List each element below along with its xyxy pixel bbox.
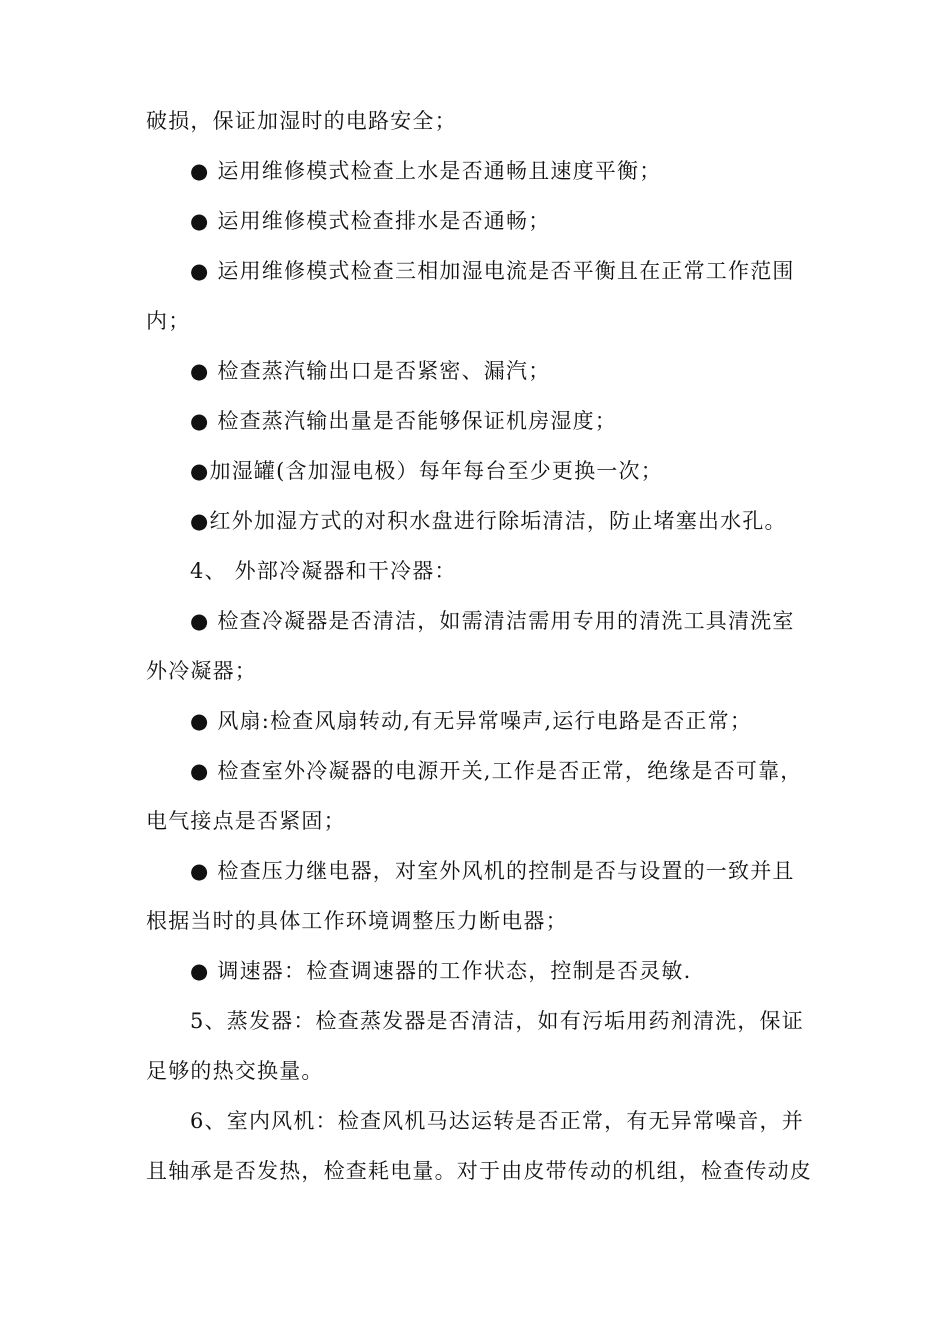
bullet-item: ●加湿罐(含加湿电极）每年每台至少更换一次； [190,459,663,483]
bullet-item: ● 运用维修模式检查上水是否通畅且速度平衡； [190,159,662,183]
text-line: 根据当时的具体工作环境调整压力断电器； [146,909,568,933]
bullet-item: ● 运用维修模式检查三相加湿电流是否平衡且在正常工作范围 [190,259,795,283]
bullet-item: ● 检查压力继电器，对室外风机的控制是否与设置的一致并且 [190,859,795,883]
text-line: 外冷凝器； [146,659,257,683]
bullet-item: ●红外加湿方式的对积水盘进行除垢清洁，防止堵塞出水孔。 [190,509,787,533]
text-line: 电气接点是否紧固； [146,809,346,833]
text-line: 且轴承是否发热，检查耗电量。对于由皮带传动的机组，检查传动皮 [146,1159,812,1183]
text-line: 足够的热交换量。 [146,1059,324,1083]
bullet-item: ● 风扇:检查风扇转动,有无异常噪声,运行电路是否正常； [190,709,753,733]
bullet-item: ● 运用维修模式检查排水是否通畅； [190,209,551,233]
text-line: 内； [146,309,191,333]
bullet-item: ● 检查室外冷凝器的电源开关,工作是否正常，绝缘是否可靠， [190,759,803,783]
bullet-item: ● 检查蒸汽输出量是否能够保证机房湿度； [190,409,617,433]
section-paragraph: 5、蒸发器：检查蒸发器是否清洁，如有污垢用药剂清洗，保证 [190,1009,804,1033]
text-line: 破损，保证加湿时的电路安全； [146,109,457,133]
bullet-item: ● 调速器：检查调速器的工作状态，控制是否灵敏. [190,959,692,983]
section-paragraph: 6、室内风机：检查风机马达运转是否正常，有无异常噪音，并 [190,1109,804,1133]
bullet-item: ● 检查蒸汽输出口是否紧密、漏汽； [190,359,551,383]
section-heading: 4、 外部冷凝器和干冷器： [190,559,457,583]
bullet-item: ● 检查冷凝器是否清洁，如需清洁需用专用的清洗工具清洗室 [190,609,795,633]
